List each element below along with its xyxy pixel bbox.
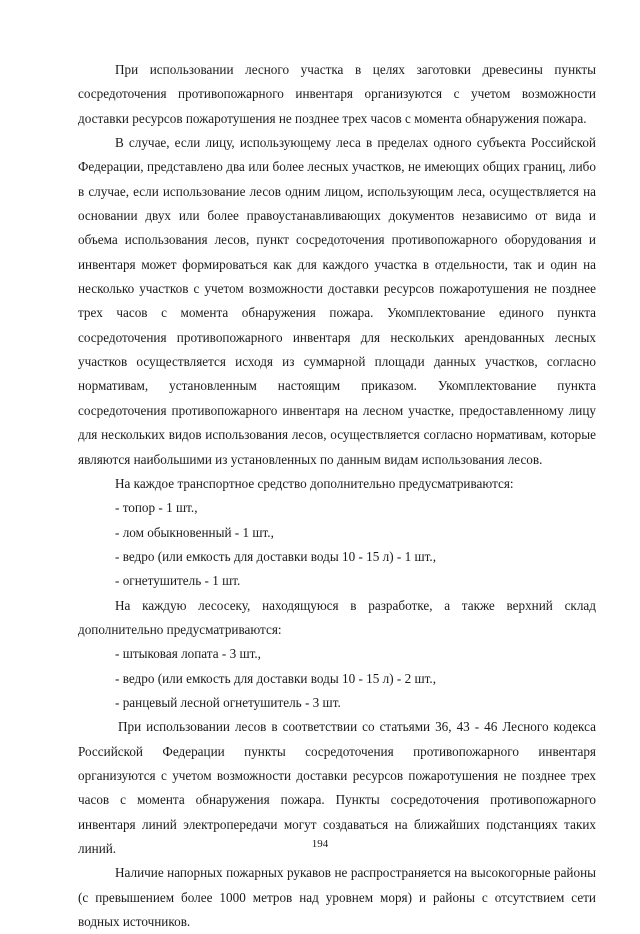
list-item: - лом обыкновенный - 1 шт.,: [115, 524, 274, 540]
body-text: [78, 58, 596, 934]
paragraph-2: В случае, если лицу, использующему леса в пределах одного субъекта Российской Федерации, представлено два или более лесных участков, не имеющих общих границ, либо в случае, если использование лесов одним лицом, использующим леса, осуществляется на основании двух или более правоустанавливающих документов независимо от вида и объема использования лесов, пункт сосредоточения противопожарного оборудования и инвентаря может формироваться как для каждого участка в отдельности, так и один на несколько участков с учетом возможности доставки ресурсов пожаротушения не позднее трех часов с момента обнаружения пожара. Укомплектование единого пункта сосредоточения противопожарного инвентаря для нескольких арендованных лесных участков осуществляется исходя из суммарной площади данных участков, согласно нормативам, установленным настоящим приказом. Укомплектование пункта сосредоточения противопожарного инвентаря на лесном участке, предоставленному лицу для нескольких видов использования лесов, осуществляется согласно нормативам, которые являются наибольшими из установленных по данным видам использования лесов.: [78, 135, 596, 467]
page-number: 194: [311, 838, 329, 850]
paragraph-1: При использовании лесного участка в целях заготовки древесины пункты сосредоточения противопожарного инвентаря организуются с учетом возможности доставки ресурсов пожаротушения не позднее трех часов с момента обнаружения пожара.: [78, 62, 596, 126]
list-item: - ранцевый лесной огнетушитель - 3 шт.: [115, 694, 341, 710]
list-item: - штыковая лопата - 3 шт.,: [115, 646, 261, 662]
paragraph-6: Наличие напорных пожарных рукавов не распространяется на высокогорные районы (с превышением более 1000 метров над уровнем моря) и районы с отсутствием сети водных источников.: [78, 865, 596, 930]
list-item: - ведро (или емкость для доставки воды 10 - 15 л) - 2 шт.,: [115, 670, 437, 686]
paragraph-3: На каждое транспортное средство дополнительно предусматриваются:: [115, 475, 514, 491]
list-item: - ведро (или емкость для доставки воды 10 - 15 л) - 1 шт.,: [115, 548, 437, 564]
paragraph-5: При использовании лесов в соответствии со статьями 36, 43 - 46 Лесного кодекса Российской Федерации пункты сосредоточения противопожарного инвентаря организуются с учетом возможности доставки ресурсов пожаротушения не позднее трех часов с момента обнаружения пожара. Пункты сосредоточения противопожарного инвентаря линий электропередачи могут создаваться на ближайших подстанциях таких линий.: [78, 719, 596, 856]
list-item: - топор - 1 шт.,: [115, 500, 198, 516]
list-item: - огнетушитель - 1 шт.: [115, 573, 241, 589]
paragraph-4: На каждую лесосеку, находящуюся в разработке, а также верхний склад дополнительно предусматриваются:: [78, 597, 596, 637]
